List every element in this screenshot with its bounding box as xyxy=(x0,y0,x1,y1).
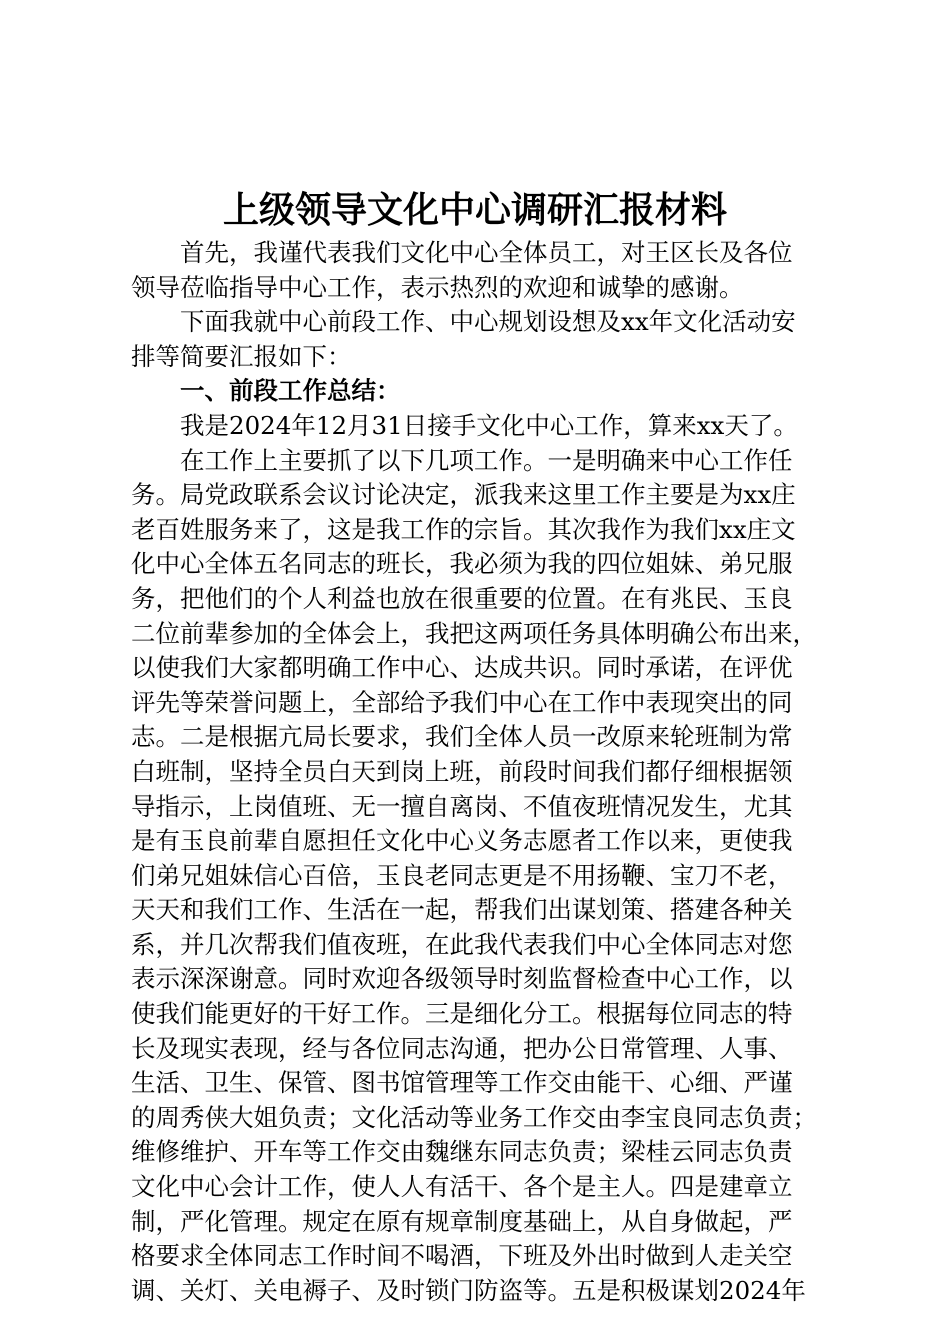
paragraph-line: 使我们能更好的干好工作。三是细化分工。根据每位同志的特 xyxy=(131,999,793,1029)
paragraph-line: 的周秀侠大姐负责；文化活动等业务工作交由李宝良同志负责； xyxy=(131,1102,817,1132)
paragraph-line: 生活、卫生、保管、图书馆管理等工作交由能干、心细、严谨 xyxy=(131,1068,793,1098)
paragraph-line: 文化中心会计工作，使人人有活干、各个是主人。四是建章立 xyxy=(131,1172,793,1202)
paragraph-line: 老百姓服务来了，这是我工作的宗旨。其次我作为我们xx庄文 xyxy=(131,514,796,544)
document-title: 上级领导文化中心调研汇报材料 xyxy=(222,189,727,231)
paragraph-line: 是有玉良前辈自愿担任文化中心义务志愿者工作以来，更使我 xyxy=(131,826,793,856)
paragraph-line: 我是2024年12月31日接手文化中心工作，算来xx天了。 xyxy=(180,410,798,440)
paragraph-line: 格要求全体同志工作时间不喝酒，下班及外出时做到人走关空 xyxy=(131,1241,793,1271)
paragraph-line: 们弟兄姐妹信心百倍，玉良老同志更是不用扬鞭、宝刀不老， xyxy=(131,860,793,890)
paragraph-line: 以使我们大家都明确工作中心、达成共识。同时承诺，在评优 xyxy=(131,653,793,683)
paragraph-line: 下面我就中心前段工作、中心规划设想及xx年文化活动安 xyxy=(180,307,796,337)
paragraph-line: 志。二是根据亢局长要求，我们全体人员一改原来轮班制为常 xyxy=(131,722,793,752)
paragraph-line: 表示深深谢意。同时欢迎各级领导时刻监督检查中心工作，以 xyxy=(131,964,793,994)
paragraph-line: 白班制，坚持全员白天到岗上班，前段时间我们都仔细根据领 xyxy=(131,756,793,786)
paragraph-line: 领导莅临指导中心工作，表示热烈的欢迎和诚挚的感谢。 xyxy=(131,272,744,302)
paragraph-line: 评先等荣誉问题上，全部给予我们中心在工作中表现突出的同 xyxy=(131,687,793,717)
paragraph-line: 排等简要汇报如下： xyxy=(131,341,352,371)
paragraph-line: 系，并几次帮我们值夜班，在此我代表我们中心全体同志对您 xyxy=(131,929,793,959)
paragraph-line: 二位前辈参加的全体会上，我把这两项任务具体明确公布出来， xyxy=(131,618,817,648)
paragraph-line: 制，严化管理。规定在原有规章制度基础上，从自身做起，严 xyxy=(131,1206,793,1236)
paragraph-line: 务，把他们的个人利益也放在很重要的位置。在有兆民、玉良 xyxy=(131,583,793,613)
section-heading: 一、前段工作总结： xyxy=(180,376,401,406)
paragraph-line: 维修维护、开车等工作交由魏继东同志负责；梁桂云同志负责 xyxy=(131,1137,793,1167)
document-body xyxy=(131,236,831,1308)
paragraph-line: 天天和我们工作、生活在一起，帮我们出谋划策、搭建各种关 xyxy=(131,895,793,925)
paragraph-line: 长及现实表现，经与各位同志沟通，把办公日常管理、人事、 xyxy=(131,1033,793,1063)
paragraph-line: 调、关灯、关电褥子、及时锁门防盗等。五是积极谋划2024年 xyxy=(131,1275,806,1305)
paragraph-line: 务。局党政联系会议讨论决定，派我来这里工作主要是为xx庄 xyxy=(131,480,796,510)
paragraph-line: 导指示，上岗值班、无一擅自离岗、不值夜班情况发生，尤其 xyxy=(131,791,793,821)
paragraph-line: 化中心全体五名同志的班长，我必须为我的四位姐妹、弟兄服 xyxy=(131,549,793,579)
paragraph-line: 在工作上主要抓了以下几项工作。一是明确来中心工作任 xyxy=(180,445,793,475)
paragraph-line: 首先，我谨代表我们文化中心全体员工，对王区长及各位 xyxy=(180,238,793,267)
